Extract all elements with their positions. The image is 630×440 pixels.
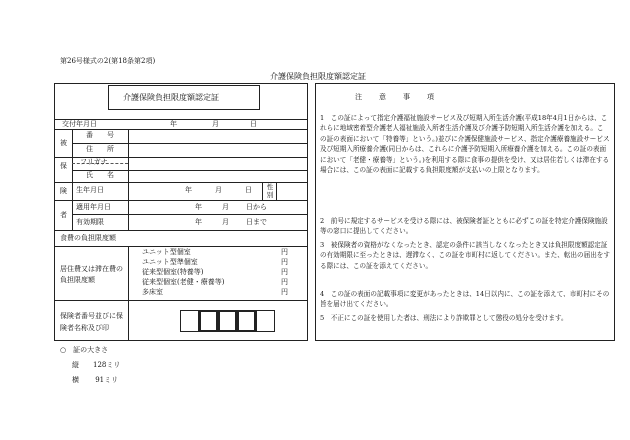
issue-day: 日 xyxy=(250,120,257,128)
issue-year: 年 xyxy=(170,120,177,128)
room-unit-yen: 円 xyxy=(281,268,288,276)
size-note-width: 横 91ミリ xyxy=(72,376,119,384)
room-type-unit-private: ユニット型個室 xyxy=(142,248,191,256)
insured-char-4: 者 xyxy=(60,211,67,219)
birthdate-label: 生年月日 xyxy=(76,186,104,194)
birth-month: 月 xyxy=(215,186,222,194)
expiry-month: 月 xyxy=(222,218,229,226)
address-label: 住 所 xyxy=(86,145,114,153)
birth-day: 日 xyxy=(245,186,252,194)
note-item-3: 3 被保険者の資格がなくなったとき、認定の条件に該当しなくなったとき又は負担限度額認定証の有効期限に至ったときは、遅滞なく、この証を市町村に返してください。また、転出の届出をする際には、この証を添えてください。 xyxy=(320,241,610,270)
note-item-1: 1 この証によって指定介護福祉施設サービス及び短期入所生活介護(平成18年4月1日からは、これらに地域密着型介護老人福祉施設入所者生活介護及び介護予防短期入所生活介護を加える。この証の表面において「特養等」という。)並びに介護保健施設サービス、指定介護療養施設サービス及び短期入所療養介護(同日からは、これらに介護予防短期入所療養介護を加える。この証の表面において「老健・療養等」という。)を利用する際に食事の提供を受け、又は居住若しくは滞在する場合には、この証の表面に記載する負担限度額が支払いの上限となります。 xyxy=(320,114,610,175)
apply-month: 月 xyxy=(222,203,229,211)
name-label: 氏 名 xyxy=(86,171,114,179)
issue-month: 月 xyxy=(212,120,219,128)
size-note-height: 縦 128ミリ xyxy=(72,361,121,369)
insurer-label: 保険者番号並びに保険者名称及び印 xyxy=(60,312,123,332)
note-item-5: 5 不正にこの証を使用した者は、刑法により詐欺罪として懲役の処分を受けます。 xyxy=(320,314,568,322)
room-type-private-special: 従来型個室(特養等) xyxy=(142,268,204,276)
document-title: 介護保険負担限度額認定証 xyxy=(270,72,366,81)
sex-label: 性別 xyxy=(266,183,274,199)
apply-date-label: 適用年月日 xyxy=(76,203,111,211)
room-unit-yen: 円 xyxy=(281,258,288,266)
room-unit-yen: 円 xyxy=(281,248,288,256)
insured-char-2: 保 xyxy=(60,162,67,170)
issue-date-label: 交付年月日 xyxy=(62,120,97,128)
expiry-label: 有効期限 xyxy=(76,218,104,226)
room-type-unit-semi-private: ユニット型準個室 xyxy=(142,258,198,266)
insured-char-3: 険 xyxy=(60,187,67,195)
form-number: 第26号様式の2(第18条第2項) xyxy=(60,57,156,65)
expiry-until: 日まで xyxy=(246,218,267,226)
room-unit-yen: 円 xyxy=(281,288,288,296)
birth-year: 年 xyxy=(185,186,192,194)
card-title: 介護保険負担限度額認定証 xyxy=(123,93,219,102)
expiry-year: 年 xyxy=(195,218,202,226)
room-unit-yen: 円 xyxy=(281,278,288,286)
note-item-2: 2 前号に規定するサービスを受ける際には、被保険者証とともに必ずこの証を特定介護保険施設等の窓口に提出してください。 xyxy=(320,217,608,236)
residence-cost-label: 居住費又は滞在費の負担限度額 xyxy=(60,265,123,284)
room-type-multi-bed: 多床室 xyxy=(142,288,163,296)
furigana-label: フリガナ xyxy=(80,158,108,166)
notes-heading: 注 意 事 項 xyxy=(355,93,435,101)
food-cost-limit-label: 食費の負担限度額 xyxy=(60,234,116,242)
number-label: 番 号 xyxy=(86,131,114,139)
room-type-private-health: 従来型個室(老健・療養等) xyxy=(142,278,225,286)
size-note-heading: ○ 証の大きさ xyxy=(60,346,109,354)
apply-year: 年 xyxy=(195,203,202,211)
note-item-4: 4 この証の表面の記載事項に変更があったときは、14日以内に、この証を添えて、市町村にその旨を届け出てください。 xyxy=(320,290,610,309)
apply-from: 日から xyxy=(246,203,267,211)
insured-char-1: 被 xyxy=(60,139,67,147)
